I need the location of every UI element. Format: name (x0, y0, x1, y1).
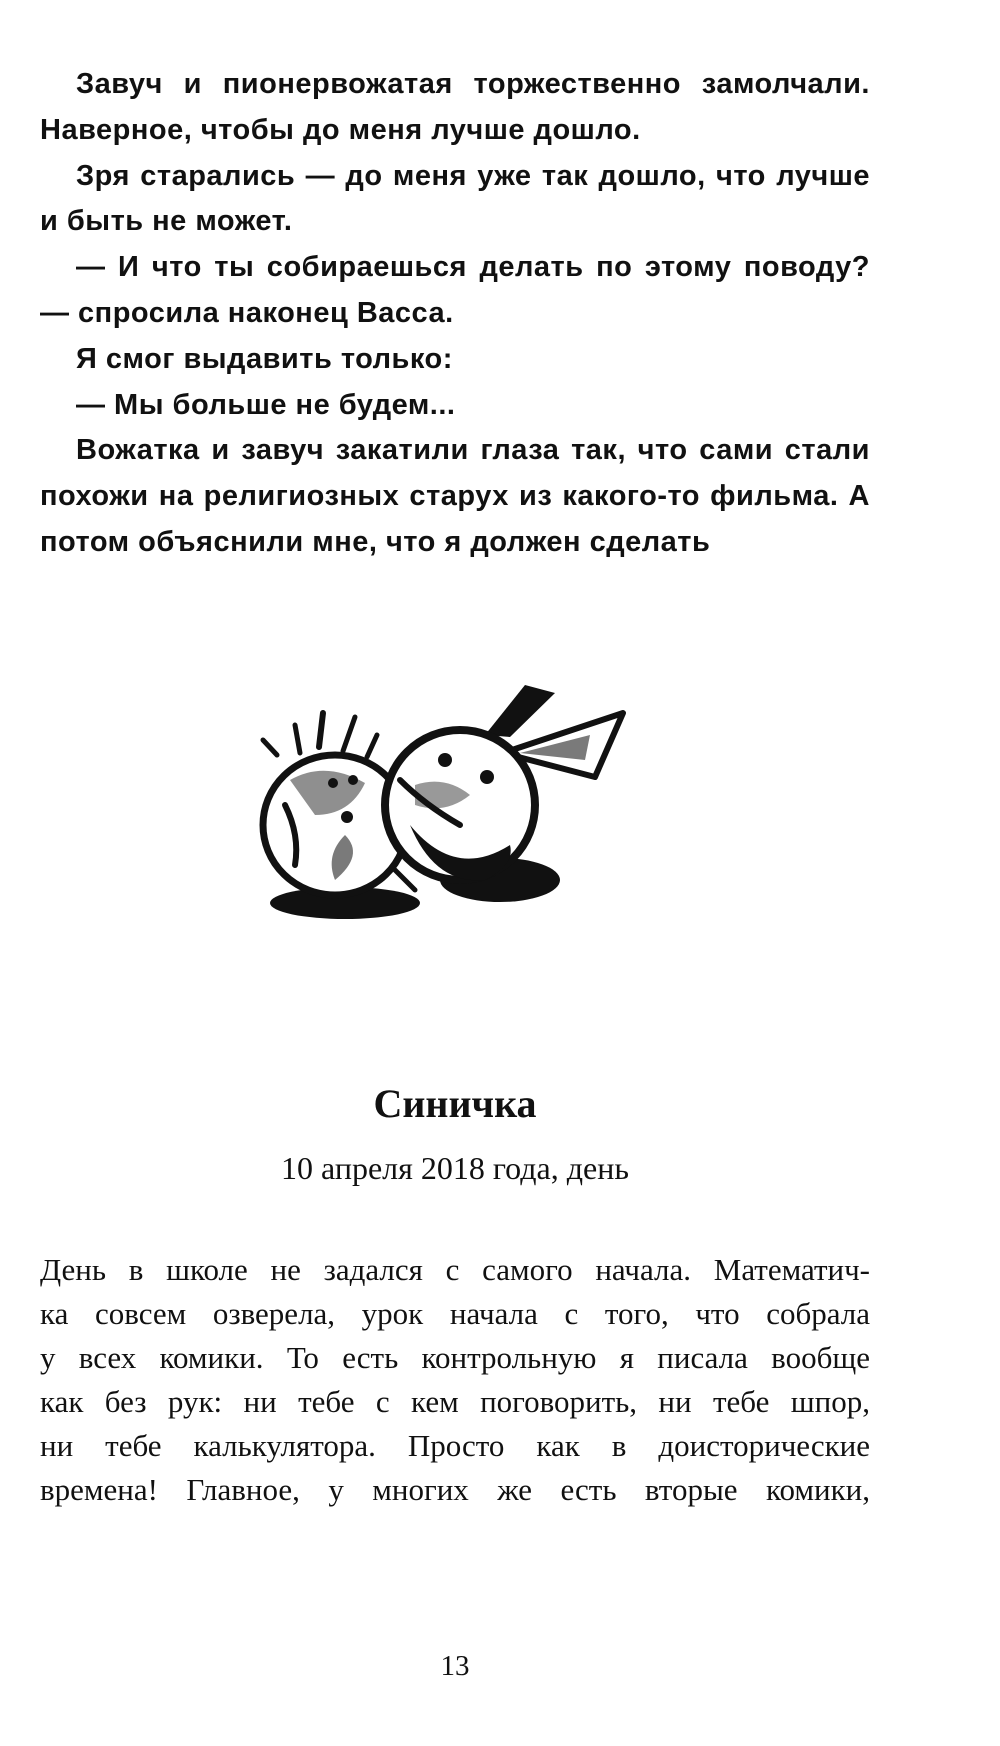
paragraph: — И что ты собираешься делать по этому поводу? — спросила наконец Васса. (40, 251, 870, 329)
paragraph: Зря старались — до меня уже так дошло, что лучше и быть не может. (40, 159, 870, 238)
page-number: 13 (440, 1650, 470, 1682)
paragraph: Я смог выдавить только: (76, 342, 453, 375)
text-line: ка совсем озверела, урок начала с того, что собрала (40, 1296, 870, 1331)
text-line: у всех комики. То есть контрольную я писала вообще (40, 1340, 870, 1375)
text-line: ни тебе калькулятора. Просто как в доисторические (40, 1428, 870, 1463)
chapter-title: Синичка (373, 1081, 537, 1126)
text-line: времена! Главное, у многих же есть вторые комики, (40, 1472, 870, 1507)
paragraph: Вожатка и завуч закатили глаза так, что сами стали похожи на религиозных старух из какого-то фильма. А потом объяснили мне, что я должен сделать (40, 434, 870, 558)
two-faces-doodle-icon (255, 665, 645, 940)
chapter-date: 10 апреля 2018 года, день (281, 1150, 629, 1186)
text-line: День в школе не задался с самого начала. Математич- (40, 1252, 870, 1287)
text-line: как без рук: ни тебе с кем поговорить, ни тебе шпор, (40, 1384, 870, 1419)
paragraph: — Мы больше не будем... (76, 388, 456, 421)
top-text-block (40, 62, 870, 566)
paragraph: Завуч и пионервожатая торжественно замолчали. Наверное, чтобы до меня лучше дошло. (40, 68, 870, 146)
chapter-text (40, 1248, 870, 1512)
